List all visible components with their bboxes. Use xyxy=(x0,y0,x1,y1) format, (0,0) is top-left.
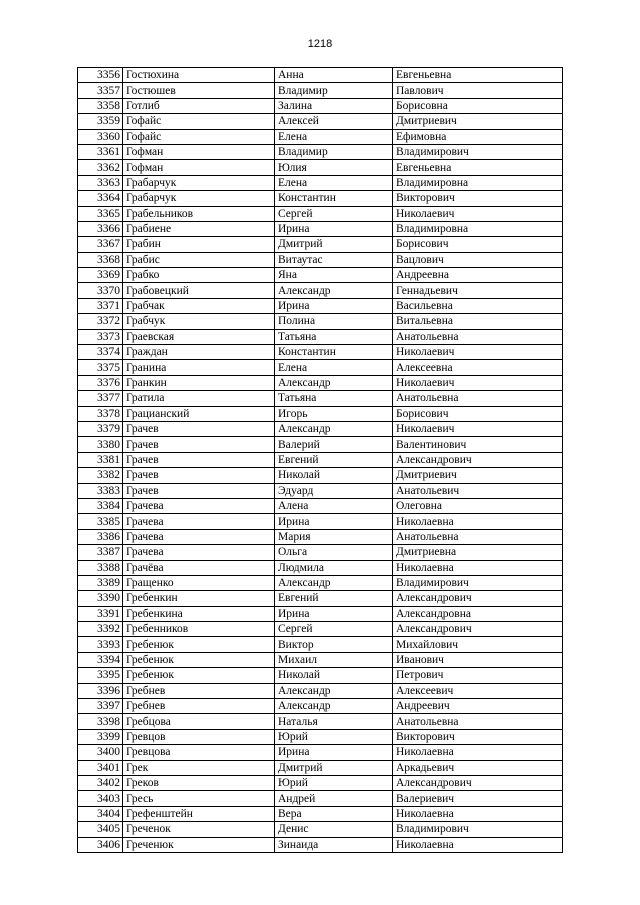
page-number: 1218 xyxy=(307,38,333,50)
first-name-cell: Эдуард xyxy=(275,483,393,498)
first-name-cell: Зинаида xyxy=(275,837,393,852)
first-name-cell: Александр xyxy=(275,283,393,298)
table-row xyxy=(78,360,563,375)
first-name-cell: Мария xyxy=(275,529,393,544)
table-row xyxy=(78,252,563,267)
row-number: 3381 xyxy=(78,452,123,467)
patronymic-cell: Владимирович xyxy=(393,822,563,837)
row-number: 3391 xyxy=(78,606,123,621)
surname-cell: Гранина xyxy=(123,360,275,375)
surname-cell: Грачёва xyxy=(123,560,275,575)
first-name-cell: Ирина xyxy=(275,298,393,313)
surname-cell: Грабельников xyxy=(123,206,275,221)
row-number: 3361 xyxy=(78,144,123,159)
patronymic-cell: Андреевна xyxy=(393,268,563,283)
table-row xyxy=(78,806,563,821)
surname-cell: Гращенко xyxy=(123,575,275,590)
first-name-cell: Витаутас xyxy=(275,252,393,267)
table-row xyxy=(78,452,563,467)
table-row xyxy=(78,98,563,113)
row-number: 3379 xyxy=(78,421,123,436)
row-number: 3369 xyxy=(78,268,123,283)
patronymic-cell: Дмитриевна xyxy=(393,545,563,560)
table-row xyxy=(78,668,563,683)
row-number: 3403 xyxy=(78,791,123,806)
patronymic-cell: Николаевна xyxy=(393,806,563,821)
table-row xyxy=(78,591,563,606)
surname-cell: Греков xyxy=(123,775,275,790)
first-name-cell: Вера xyxy=(275,806,393,821)
first-name-cell: Ирина xyxy=(275,745,393,760)
table-row xyxy=(78,483,563,498)
first-name-cell: Константин xyxy=(275,345,393,360)
surname-cell: Грабарчук xyxy=(123,191,275,206)
row-number: 3387 xyxy=(78,545,123,560)
first-name-cell: Юлия xyxy=(275,160,393,175)
first-name-cell: Сергей xyxy=(275,622,393,637)
table-row xyxy=(78,283,563,298)
row-number: 3375 xyxy=(78,360,123,375)
surname-cell: Готлиб xyxy=(123,98,275,113)
table-row xyxy=(78,729,563,744)
patronymic-cell: Олеговна xyxy=(393,498,563,513)
surname-cell: Грачева xyxy=(123,545,275,560)
surname-cell: Грацианский xyxy=(123,406,275,421)
surname-cell: Грачев xyxy=(123,421,275,436)
table-row xyxy=(78,683,563,698)
surname-cell: Греченюк xyxy=(123,837,275,852)
surname-cell: Грабчак xyxy=(123,298,275,313)
patronymic-cell: Викторович xyxy=(393,191,563,206)
row-number: 3382 xyxy=(78,468,123,483)
row-number: 3404 xyxy=(78,806,123,821)
patronymic-cell: Николаевна xyxy=(393,837,563,852)
table-row xyxy=(78,760,563,775)
surname-cell: Грабовецкий xyxy=(123,283,275,298)
surname-cell: Грабарчук xyxy=(123,175,275,190)
table-row xyxy=(78,314,563,329)
first-name-cell: Михаил xyxy=(275,652,393,667)
table-row xyxy=(78,437,563,452)
row-number: 3384 xyxy=(78,498,123,513)
table-row xyxy=(78,68,563,83)
patronymic-cell: Борисович xyxy=(393,237,563,252)
table-row xyxy=(78,652,563,667)
row-number: 3397 xyxy=(78,699,123,714)
patronymic-cell: Васильевна xyxy=(393,298,563,313)
table-row xyxy=(78,637,563,652)
surname-cell: Граевская xyxy=(123,329,275,344)
surname-cell: Гофайс xyxy=(123,129,275,144)
surname-cell: Гостюшев xyxy=(123,83,275,98)
patronymic-cell: Дмитриевич xyxy=(393,468,563,483)
table-row xyxy=(78,375,563,390)
patronymic-cell: Витальевна xyxy=(393,314,563,329)
first-name-cell: Андрей xyxy=(275,791,393,806)
patronymic-cell: Николаевич xyxy=(393,345,563,360)
table-row xyxy=(78,114,563,129)
patronymic-cell: Владимировна xyxy=(393,175,563,190)
surname-cell: Гребенников xyxy=(123,622,275,637)
row-number: 3363 xyxy=(78,175,123,190)
surname-cell: Гребенюк xyxy=(123,652,275,667)
roster-table-body xyxy=(78,68,563,853)
table-row xyxy=(78,237,563,252)
first-name-cell: Сергей xyxy=(275,206,393,221)
patronymic-cell: Владимировна xyxy=(393,221,563,236)
row-number: 3399 xyxy=(78,729,123,744)
surname-cell: Гребнев xyxy=(123,699,275,714)
first-name-cell: Дмитрий xyxy=(275,760,393,775)
surname-cell: Грачева xyxy=(123,514,275,529)
row-number: 3389 xyxy=(78,575,123,590)
row-number: 3401 xyxy=(78,760,123,775)
row-number: 3372 xyxy=(78,314,123,329)
table-row xyxy=(78,714,563,729)
first-name-cell: Залина xyxy=(275,98,393,113)
patronymic-cell: Борисовна xyxy=(393,98,563,113)
surname-cell: Грачев xyxy=(123,468,275,483)
surname-cell: Грабис xyxy=(123,252,275,267)
row-number: 3402 xyxy=(78,775,123,790)
first-name-cell: Елена xyxy=(275,175,393,190)
patronymic-cell: Алексеевич xyxy=(393,683,563,698)
row-number: 3400 xyxy=(78,745,123,760)
table-row xyxy=(78,191,563,206)
patronymic-cell: Валентинович xyxy=(393,437,563,452)
row-number: 3376 xyxy=(78,375,123,390)
first-name-cell: Ольга xyxy=(275,545,393,560)
patronymic-cell: Николаевна xyxy=(393,745,563,760)
surname-cell: Грабин xyxy=(123,237,275,252)
row-number: 3370 xyxy=(78,283,123,298)
first-name-cell: Анна xyxy=(275,68,393,83)
first-name-cell: Наталья xyxy=(275,714,393,729)
table-row xyxy=(78,345,563,360)
surname-cell: Гофман xyxy=(123,144,275,159)
patronymic-cell: Александрович xyxy=(393,452,563,467)
surname-cell: Граждан xyxy=(123,345,275,360)
table-row xyxy=(78,391,563,406)
patronymic-cell: Андреевич xyxy=(393,699,563,714)
first-name-cell: Александр xyxy=(275,699,393,714)
row-number: 3406 xyxy=(78,837,123,852)
surname-cell: Грабко xyxy=(123,268,275,283)
table-row xyxy=(78,83,563,98)
patronymic-cell: Анатольевич xyxy=(393,483,563,498)
first-name-cell: Владимир xyxy=(275,144,393,159)
patronymic-cell: Евгеньевна xyxy=(393,160,563,175)
first-name-cell: Николай xyxy=(275,468,393,483)
patronymic-cell: Геннадьевич xyxy=(393,283,563,298)
row-number: 3366 xyxy=(78,221,123,236)
table-row xyxy=(78,822,563,837)
row-number: 3365 xyxy=(78,206,123,221)
table-row xyxy=(78,160,563,175)
first-name-cell: Яна xyxy=(275,268,393,283)
surname-cell: Гревцов xyxy=(123,729,275,744)
row-number: 3360 xyxy=(78,129,123,144)
surname-cell: Гребенюк xyxy=(123,637,275,652)
patronymic-cell: Борисович xyxy=(393,406,563,421)
surname-cell: Гребцова xyxy=(123,714,275,729)
first-name-cell: Александр xyxy=(275,683,393,698)
first-name-cell: Полина xyxy=(275,314,393,329)
row-number: 3405 xyxy=(78,822,123,837)
row-number: 3374 xyxy=(78,345,123,360)
patronymic-cell: Алексеевна xyxy=(393,360,563,375)
row-number: 3392 xyxy=(78,622,123,637)
row-number: 3398 xyxy=(78,714,123,729)
patronymic-cell: Николаевна xyxy=(393,514,563,529)
patronymic-cell: Александрович xyxy=(393,775,563,790)
table-row xyxy=(78,560,563,575)
patronymic-cell: Александрович xyxy=(393,591,563,606)
surname-cell: Гребенкин xyxy=(123,591,275,606)
surname-cell: Гофман xyxy=(123,160,275,175)
table-row xyxy=(78,775,563,790)
row-number: 3358 xyxy=(78,98,123,113)
table-row xyxy=(78,468,563,483)
table-row xyxy=(78,606,563,621)
row-number: 3390 xyxy=(78,591,123,606)
row-number: 3395 xyxy=(78,668,123,683)
first-name-cell: Денис xyxy=(275,822,393,837)
first-name-cell: Евгений xyxy=(275,591,393,606)
patronymic-cell: Вацлович xyxy=(393,252,563,267)
table-row xyxy=(78,545,563,560)
row-number: 3380 xyxy=(78,437,123,452)
table-row xyxy=(78,406,563,421)
patronymic-cell: Иванович xyxy=(393,652,563,667)
roster-table xyxy=(77,67,563,853)
surname-cell: Греченок xyxy=(123,822,275,837)
first-name-cell: Константин xyxy=(275,191,393,206)
row-number: 3386 xyxy=(78,529,123,544)
row-number: 3368 xyxy=(78,252,123,267)
first-name-cell: Александр xyxy=(275,421,393,436)
row-number: 3364 xyxy=(78,191,123,206)
surname-cell: Грек xyxy=(123,760,275,775)
table-row xyxy=(78,268,563,283)
first-name-cell: Владимир xyxy=(275,83,393,98)
first-name-cell: Алексей xyxy=(275,114,393,129)
patronymic-cell: Валериевич xyxy=(393,791,563,806)
first-name-cell: Ирина xyxy=(275,221,393,236)
row-number: 3385 xyxy=(78,514,123,529)
table-row xyxy=(78,529,563,544)
surname-cell: Грачева xyxy=(123,498,275,513)
surname-cell: Гофайс xyxy=(123,114,275,129)
patronymic-cell: Николаевич xyxy=(393,206,563,221)
row-number: 3377 xyxy=(78,391,123,406)
patronymic-cell: Николаевна xyxy=(393,560,563,575)
table-row xyxy=(78,206,563,221)
surname-cell: Гребенюк xyxy=(123,668,275,683)
table-row xyxy=(78,144,563,159)
row-number: 3367 xyxy=(78,237,123,252)
first-name-cell: Ирина xyxy=(275,514,393,529)
patronymic-cell: Анатольевна xyxy=(393,714,563,729)
row-number: 3393 xyxy=(78,637,123,652)
row-number: 3396 xyxy=(78,683,123,698)
surname-cell: Грабчук xyxy=(123,314,275,329)
patronymic-cell: Николаевич xyxy=(393,421,563,436)
patronymic-cell: Михайлович xyxy=(393,637,563,652)
first-name-cell: Юрий xyxy=(275,729,393,744)
table-row xyxy=(78,175,563,190)
first-name-cell: Александр xyxy=(275,375,393,390)
row-number: 3356 xyxy=(78,68,123,83)
surname-cell: Гранкин xyxy=(123,375,275,390)
first-name-cell: Елена xyxy=(275,129,393,144)
patronymic-cell: Анатольевна xyxy=(393,329,563,344)
table-row xyxy=(78,837,563,852)
patronymic-cell: Викторович xyxy=(393,729,563,744)
patronymic-cell: Александрович xyxy=(393,622,563,637)
surname-cell: Грачев xyxy=(123,483,275,498)
first-name-cell: Валерий xyxy=(275,437,393,452)
first-name-cell: Ирина xyxy=(275,606,393,621)
table-row xyxy=(78,129,563,144)
patronymic-cell: Ефимовна xyxy=(393,129,563,144)
table-row xyxy=(78,575,563,590)
first-name-cell: Виктор xyxy=(275,637,393,652)
row-number: 3378 xyxy=(78,406,123,421)
first-name-cell: Дмитрий xyxy=(275,237,393,252)
first-name-cell: Татьяна xyxy=(275,329,393,344)
first-name-cell: Юрий xyxy=(275,775,393,790)
table-row xyxy=(78,498,563,513)
table-row xyxy=(78,745,563,760)
surname-cell: Грачев xyxy=(123,437,275,452)
patronymic-cell: Аркадьевич xyxy=(393,760,563,775)
first-name-cell: Игорь xyxy=(275,406,393,421)
table-row xyxy=(78,622,563,637)
patronymic-cell: Анатольевна xyxy=(393,529,563,544)
table-row xyxy=(78,699,563,714)
row-number: 3394 xyxy=(78,652,123,667)
patronymic-cell: Анатольевна xyxy=(393,391,563,406)
first-name-cell: Евгений xyxy=(275,452,393,467)
surname-cell: Грефенштейн xyxy=(123,806,275,821)
surname-cell: Грабиене xyxy=(123,221,275,236)
patronymic-cell: Николаевич xyxy=(393,375,563,390)
first-name-cell: Елена xyxy=(275,360,393,375)
surname-cell: Гресь xyxy=(123,791,275,806)
surname-cell: Гратила xyxy=(123,391,275,406)
table-row xyxy=(78,514,563,529)
table-row xyxy=(78,298,563,313)
table-row xyxy=(78,329,563,344)
row-number: 3362 xyxy=(78,160,123,175)
first-name-cell: Алена xyxy=(275,498,393,513)
first-name-cell: Николай xyxy=(275,668,393,683)
first-name-cell: Татьяна xyxy=(275,391,393,406)
surname-cell: Гребнев xyxy=(123,683,275,698)
table-row xyxy=(78,421,563,436)
patronymic-cell: Евгеньевна xyxy=(393,68,563,83)
row-number: 3388 xyxy=(78,560,123,575)
patronymic-cell: Петрович xyxy=(393,668,563,683)
patronymic-cell: Александровна xyxy=(393,606,563,621)
table-row xyxy=(78,221,563,236)
patronymic-cell: Владимирович xyxy=(393,144,563,159)
surname-cell: Грачева xyxy=(123,529,275,544)
surname-cell: Гребенкина xyxy=(123,606,275,621)
row-number: 3357 xyxy=(78,83,123,98)
surname-cell: Грачев xyxy=(123,452,275,467)
row-number: 3371 xyxy=(78,298,123,313)
row-number: 3359 xyxy=(78,114,123,129)
row-number: 3383 xyxy=(78,483,123,498)
patronymic-cell: Дмитриевич xyxy=(393,114,563,129)
patronymic-cell: Павлович xyxy=(393,83,563,98)
first-name-cell: Александр xyxy=(275,575,393,590)
patronymic-cell: Владимирович xyxy=(393,575,563,590)
surname-cell: Гревцова xyxy=(123,745,275,760)
row-number: 3373 xyxy=(78,329,123,344)
table-row xyxy=(78,791,563,806)
first-name-cell: Людмила xyxy=(275,560,393,575)
surname-cell: Гостюхина xyxy=(123,68,275,83)
